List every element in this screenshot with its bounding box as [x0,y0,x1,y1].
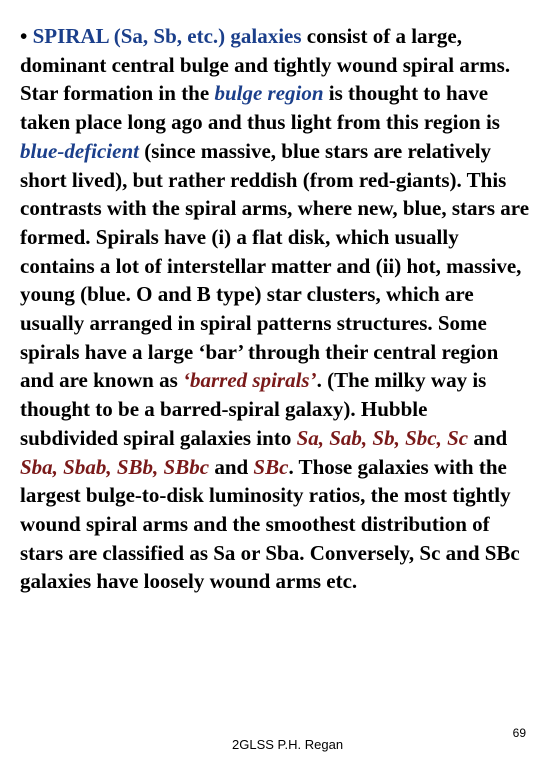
spiral-galaxies-term: SPIRAL (Sa, Sb, etc.) galaxies [32,24,302,48]
bullet-marker: • [20,24,33,48]
text-segment: . Those galaxies with the largest bulge-to-disk luminosity ratios, the most tightly wound spiral arms and the smoothest distribution of stars are classified as Sa or Sba. Conversely, Sc and SBc galaxies have loosely wound arms etc. [20,454,520,594]
blue-deficient-term: blue-deficient [20,138,139,163]
text-segment: consist of a large, dominant central bulge and tightly wound spiral arms. Star formation in the [20,24,511,106]
barred-classes-term: Sba, Sbab, SBb, SBbc [20,454,210,479]
footer-text: 2GLSS P.H. Regan [232,737,344,752]
barred-spirals-term: ‘barred spirals’ [183,368,317,393]
spiral-classes-term: Sa, Sab, Sb, Sbc, Sc [296,425,469,450]
sbc-term: SBc [253,454,289,479]
page-number: 69 [512,726,526,740]
body-paragraph [20,22,530,596]
text-segment: and [209,454,254,479]
text-segment: . (The milky way is thought to be a barred-spiral galaxy). Hubble subdivided spiral galaxies into [20,368,487,450]
bulge-region-term: bulge region [214,81,324,106]
text-segment: and [468,425,508,450]
text-segment: is thought to have taken place long ago and thus light from this region is [20,81,500,135]
text-segment: (since massive, blue stars are relatively short lived), but rather reddish (from red-giants). This contrasts with the spiral arms, where new, blue, stars are formed. Spirals have (i) a flat disk, which usually contains a lot of interstellar matter and (ii) hot, massive, young (blue. O and B type) star clusters, which are usually arranged in spiral patterns structures. Some spirals have a large ‘bar’ through their central region and are known as [20,138,530,393]
